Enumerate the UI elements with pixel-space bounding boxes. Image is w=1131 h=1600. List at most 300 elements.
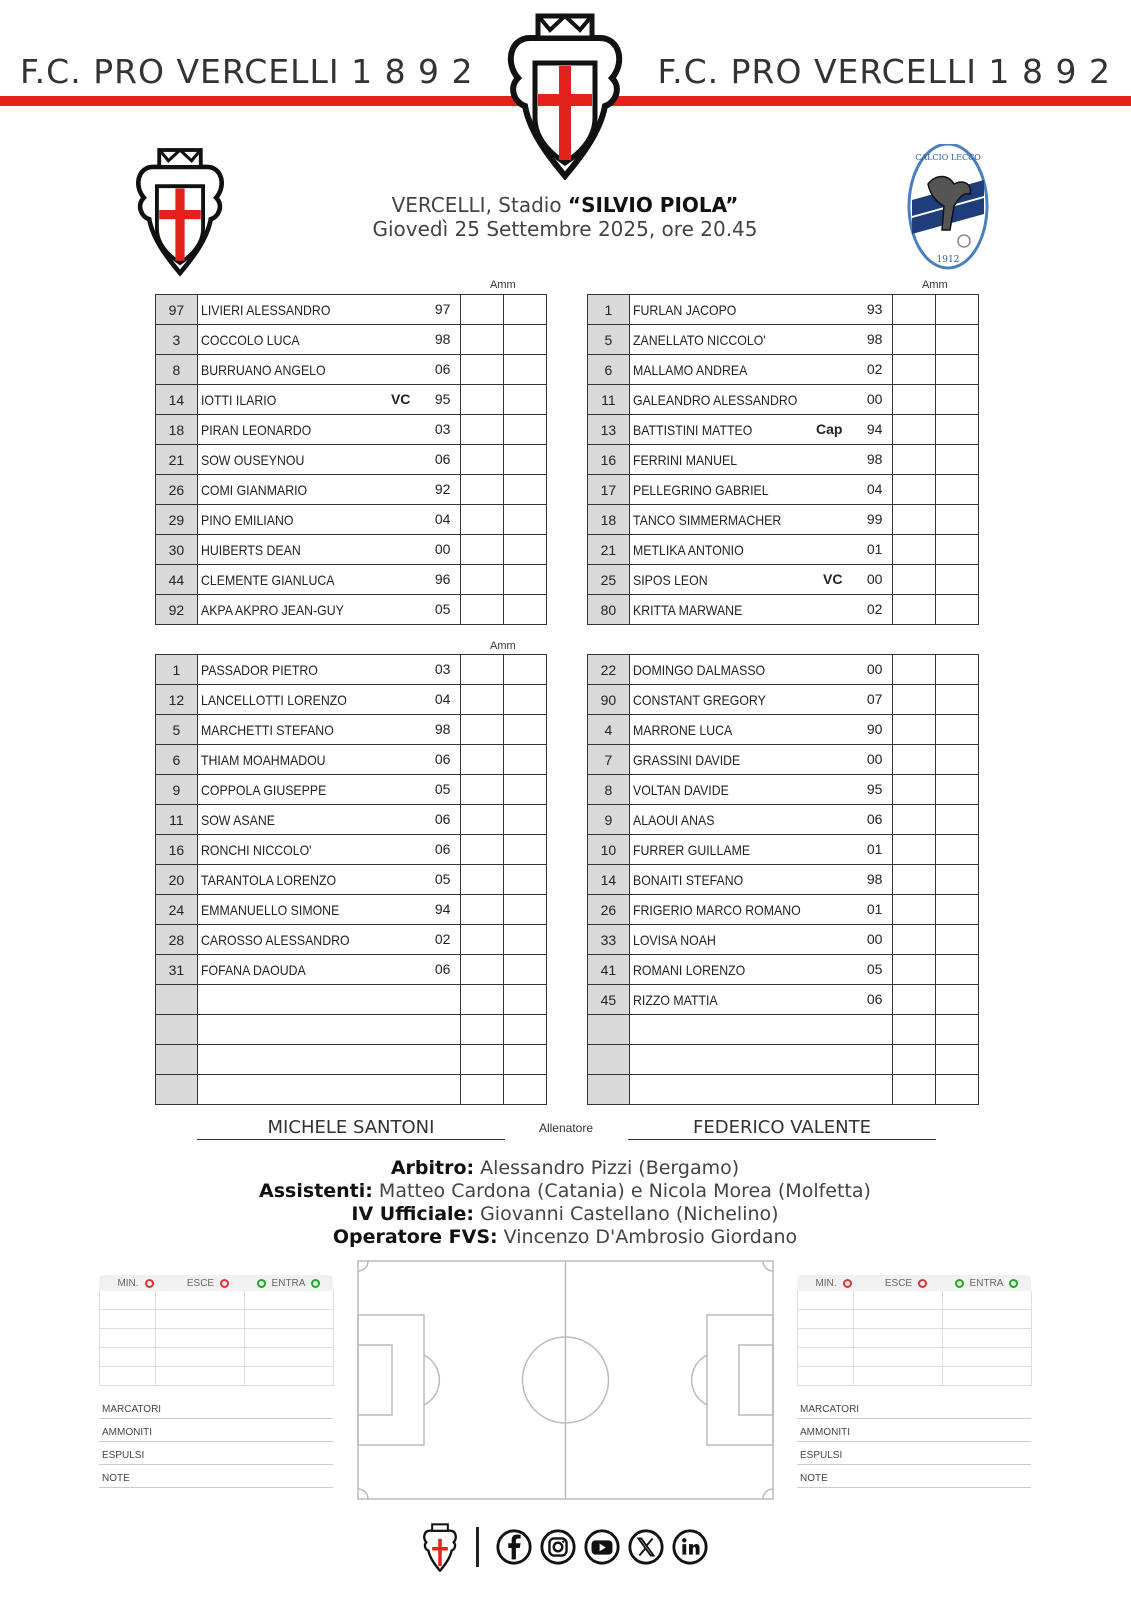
player-name-cell — [629, 865, 893, 895]
player-name-cell — [197, 805, 461, 835]
table-row — [588, 415, 979, 445]
amm-cell — [936, 985, 979, 1015]
player-name: FOFANA DAOUDA — [200, 961, 306, 978]
player-name-cell — [629, 505, 893, 535]
table-row — [156, 715, 547, 745]
amm-cell — [936, 475, 979, 505]
player-name-cell — [629, 295, 893, 325]
venue-datetime: Giovedì 25 Settembre 2025, ore 20.45 — [372, 217, 758, 241]
player-name: MARCHETTI STEFANO — [200, 721, 334, 738]
player-year: 00 — [866, 391, 883, 407]
table-row — [156, 565, 547, 595]
player-name-cell — [197, 745, 461, 775]
red-circle-icon — [843, 1279, 852, 1288]
table-row — [156, 985, 547, 1015]
player-number: 10 — [588, 835, 630, 865]
player-name-cell — [197, 565, 461, 595]
player-name-cell — [197, 1015, 461, 1045]
player-number: 21 — [156, 445, 198, 475]
player-year: 05 — [434, 871, 451, 887]
table-row — [588, 775, 979, 805]
player-number: 14 — [588, 865, 630, 895]
table-row — [156, 535, 547, 565]
amm-cell — [461, 535, 504, 565]
amm-cell — [936, 535, 979, 565]
table-row — [588, 595, 979, 625]
player-year: 00 — [866, 751, 883, 767]
lecco-logo-text: CALCIO LECCO — [915, 153, 981, 162]
player-year: 92 — [434, 481, 451, 497]
player-name-cell — [197, 415, 461, 445]
amm-cell — [893, 355, 936, 385]
player-number: 9 — [156, 775, 198, 805]
player-name: GALEANDRO ALESSANDRO — [632, 391, 798, 408]
subs-grid — [797, 1291, 1031, 1386]
amm-cell — [461, 295, 504, 325]
green-circle-icon — [311, 1279, 320, 1288]
table-row — [156, 595, 547, 625]
table-row — [156, 655, 547, 685]
player-name-cell — [197, 985, 461, 1015]
red-circle-icon — [918, 1279, 927, 1288]
amm-cell — [461, 445, 504, 475]
table-row — [156, 955, 547, 985]
player-year: 98 — [434, 331, 451, 347]
pro-vercelli-crest-icon — [500, 8, 630, 180]
player-name-cell — [197, 865, 461, 895]
player-year: 02 — [866, 601, 883, 617]
table-row — [588, 565, 979, 595]
player-year: 05 — [434, 601, 451, 617]
player-year: 04 — [434, 691, 451, 707]
x-twitter-icon[interactable] — [627, 1528, 665, 1566]
player-number: 25 — [588, 565, 630, 595]
calcio-lecco-logo-icon — [906, 144, 990, 278]
player-year: 01 — [866, 901, 883, 917]
player-name-cell — [197, 1045, 461, 1075]
amm-cell — [461, 325, 504, 355]
player-name: FURRER GUILLAME — [632, 841, 750, 858]
player-number: 92 — [156, 595, 198, 625]
player-number: 28 — [156, 925, 198, 955]
player-number: 31 — [156, 955, 198, 985]
amm-cell — [893, 925, 936, 955]
player-year: 96 — [434, 571, 451, 587]
amm-cell — [936, 565, 979, 595]
player-name: EMMANUELLO SIMONE — [200, 901, 340, 918]
player-name: SIPOS LEON — [632, 571, 708, 588]
player-name: DOMINGO DALMASSO — [632, 661, 765, 678]
player-name: ALAOUI ANAS — [632, 811, 715, 828]
player-number: 8 — [156, 355, 198, 385]
player-year: 95 — [434, 391, 451, 407]
player-number: 41 — [588, 955, 630, 985]
amm-cell — [893, 865, 936, 895]
green-circle-icon — [257, 1279, 266, 1288]
player-number: 24 — [156, 895, 198, 925]
player-name: CLEMENTE GIANLUCA — [200, 571, 335, 588]
amm-cell — [893, 535, 936, 565]
coach-label: Allenatore — [538, 1121, 594, 1135]
player-role: VC — [823, 571, 843, 587]
player-name-cell — [629, 805, 893, 835]
amm-cell — [504, 655, 547, 685]
table-row — [156, 745, 547, 775]
player-name-cell — [629, 985, 893, 1015]
player-name-cell — [629, 745, 893, 775]
player-name: LOVISA NOAH — [632, 931, 716, 948]
player-name: BATTISTINI MATTEO — [632, 421, 753, 438]
table-row — [588, 925, 979, 955]
amm-cell — [461, 685, 504, 715]
player-name: COCCOLO LUCA — [200, 331, 300, 348]
table-row — [588, 655, 979, 685]
player-name: ZANELLATO NICCOLO' — [632, 331, 766, 348]
amm-cell — [504, 535, 547, 565]
amm-cell — [504, 445, 547, 475]
venue-info — [300, 193, 830, 241]
player-name-cell — [197, 955, 461, 985]
player-number: 13 — [588, 415, 630, 445]
amm-label: Amm — [922, 279, 948, 291]
player-name-cell — [197, 505, 461, 535]
amm-cell — [936, 445, 979, 475]
lecco-logo-year: 1912 — [936, 255, 960, 265]
player-name-cell — [197, 535, 461, 565]
footer-separator — [476, 1527, 479, 1567]
player-number — [588, 1075, 630, 1105]
player-number: 7 — [588, 745, 630, 775]
amm-cell — [504, 715, 547, 745]
player-name-cell — [197, 325, 461, 355]
instagram-icon[interactable] — [539, 1528, 577, 1566]
amm-cell — [893, 325, 936, 355]
amm-cell — [461, 1075, 504, 1105]
amm-cell — [504, 295, 547, 325]
amm-cell — [461, 715, 504, 745]
amm-cell — [461, 355, 504, 385]
linkedin-icon[interactable] — [671, 1528, 709, 1566]
player-name-cell — [197, 445, 461, 475]
player-number: 22 — [588, 655, 630, 685]
pro-vercelli-small-crest-icon — [420, 1522, 460, 1572]
subs-entra-label: ENTRA — [969, 1277, 1004, 1289]
subs-entra-label: ENTRA — [271, 1277, 306, 1289]
player-year: 02 — [434, 931, 451, 947]
player-number: 29 — [156, 505, 198, 535]
fourth-official: Giovanni Castellano (Nichelino) — [474, 1203, 779, 1225]
amm-cell — [461, 565, 504, 595]
amm-cell — [893, 685, 936, 715]
player-year: 00 — [866, 571, 883, 587]
player-year: 04 — [866, 481, 883, 497]
amm-cell — [893, 745, 936, 775]
player-year: 06 — [434, 811, 451, 827]
amm-cell — [936, 805, 979, 835]
venue-city: VERCELLI, Stadio — [391, 193, 568, 217]
subs-esce-label: ESCE — [884, 1277, 913, 1289]
player-number: 90 — [588, 685, 630, 715]
player-name-cell — [629, 325, 893, 355]
player-name: LANCELLOTTI LORENZO — [200, 691, 347, 708]
player-year: 03 — [434, 661, 451, 677]
home-crest-icon — [130, 142, 230, 278]
amm-label: Amm — [490, 640, 516, 652]
amm-cell — [936, 685, 979, 715]
subs-esce-label: ESCE — [186, 1277, 215, 1289]
table-row — [588, 1015, 979, 1045]
player-year: 06 — [434, 361, 451, 377]
amm-cell — [461, 745, 504, 775]
amm-cell — [893, 505, 936, 535]
player-name-cell — [629, 535, 893, 565]
assistants-label: Assistenti: — [259, 1180, 373, 1202]
amm-cell — [504, 685, 547, 715]
amm-cell — [504, 385, 547, 415]
amm-cell — [936, 775, 979, 805]
home-subs-box — [99, 1275, 333, 1488]
player-year: 01 — [866, 841, 883, 857]
amm-cell — [893, 415, 936, 445]
amm-cell — [504, 805, 547, 835]
player-number: 4 — [588, 715, 630, 745]
amm-cell — [504, 955, 547, 985]
player-year: 99 — [866, 511, 883, 527]
table-row — [588, 865, 979, 895]
player-name: COMI GIANMARIO — [200, 481, 307, 498]
player-name-cell — [629, 715, 893, 745]
amm-cell — [504, 1075, 547, 1105]
player-year: 04 — [434, 511, 451, 527]
amm-cell — [461, 505, 504, 535]
espulsi-line: ESPULSI — [797, 1442, 1031, 1465]
table-row — [588, 1045, 979, 1075]
player-name-cell — [629, 445, 893, 475]
footer-social — [420, 1520, 709, 1574]
table-row — [156, 1075, 547, 1105]
red-circle-icon — [220, 1279, 229, 1288]
player-name: PASSADOR PIETRO — [200, 661, 318, 678]
amm-cell — [461, 475, 504, 505]
player-name: THIAM MOAHMADOU — [200, 751, 326, 768]
amm-cell — [893, 475, 936, 505]
player-year: 05 — [866, 961, 883, 977]
player-year: 06 — [866, 811, 883, 827]
player-name: PELLEGRINO GABRIEL — [632, 481, 769, 498]
player-name: TANCO SIMMERMACHER — [632, 511, 782, 528]
red-circle-icon — [145, 1279, 154, 1288]
table-row — [156, 385, 547, 415]
green-circle-icon — [955, 1279, 964, 1288]
player-name-cell — [629, 1075, 893, 1105]
amm-cell — [936, 1075, 979, 1105]
table-row — [588, 385, 979, 415]
amm-cell — [504, 415, 547, 445]
table-row — [588, 355, 979, 385]
player-name-cell — [629, 655, 893, 685]
amm-cell — [936, 895, 979, 925]
player-name: RONCHI NICCOLO' — [200, 841, 312, 858]
amm-cell — [893, 1015, 936, 1045]
player-name: IOTTI ILARIO — [200, 391, 277, 408]
player-name-cell — [629, 355, 893, 385]
player-name: MARRONE LUCA — [632, 721, 733, 738]
player-number: 20 — [156, 865, 198, 895]
away-starters-table — [587, 294, 979, 625]
player-name-cell — [197, 655, 461, 685]
table-row — [588, 325, 979, 355]
table-row — [156, 295, 547, 325]
player-name-cell — [197, 385, 461, 415]
table-row — [156, 475, 547, 505]
table-row — [588, 1075, 979, 1105]
player-name-cell — [197, 355, 461, 385]
amm-cell — [504, 325, 547, 355]
player-year: 06 — [434, 961, 451, 977]
player-number: 11 — [588, 385, 630, 415]
table-row — [156, 1015, 547, 1045]
player-number — [588, 1015, 630, 1045]
table-row — [588, 535, 979, 565]
player-number: 16 — [156, 835, 198, 865]
player-year: 06 — [434, 841, 451, 857]
subs-grid — [99, 1291, 333, 1386]
facebook-icon[interactable] — [495, 1528, 533, 1566]
amm-cell — [936, 1015, 979, 1045]
home-coach: MICHELE SANTONI — [197, 1117, 505, 1140]
player-name-cell — [197, 1075, 461, 1105]
subs-min-label: MIN. — [815, 1277, 837, 1289]
player-name-cell — [629, 895, 893, 925]
player-number: 5 — [156, 715, 198, 745]
youtube-icon[interactable] — [583, 1528, 621, 1566]
player-role: VC — [390, 391, 411, 407]
player-year: 98 — [866, 331, 883, 347]
amm-cell — [504, 985, 547, 1015]
player-number — [156, 1045, 198, 1075]
amm-cell — [893, 715, 936, 745]
table-row — [588, 295, 979, 325]
marcatori-line: MARCATORI — [99, 1396, 333, 1419]
player-number: 33 — [588, 925, 630, 955]
player-year: 98 — [434, 721, 451, 737]
player-name-cell — [629, 685, 893, 715]
player-year: 03 — [434, 421, 451, 437]
table-row — [156, 685, 547, 715]
player-name-cell — [629, 1015, 893, 1045]
player-year: 93 — [866, 301, 883, 317]
note-line: NOTE — [797, 1465, 1031, 1488]
table-row — [156, 325, 547, 355]
amm-cell — [936, 745, 979, 775]
amm-cell — [461, 955, 504, 985]
amm-cell — [893, 955, 936, 985]
away-bench-table — [587, 654, 979, 1105]
amm-cell — [936, 715, 979, 745]
table-row — [156, 505, 547, 535]
referee-label: Arbitro: — [390, 1157, 475, 1179]
player-name-cell — [197, 685, 461, 715]
amm-cell — [504, 595, 547, 625]
table-row — [156, 805, 547, 835]
marcatori-line: MARCATORI — [797, 1396, 1031, 1419]
player-year: 01 — [866, 541, 883, 557]
football-pitch-diagram — [357, 1260, 774, 1500]
home-bench-table — [155, 654, 547, 1105]
player-year: 95 — [866, 781, 883, 797]
player-name: FRIGERIO MARCO ROMANO — [632, 901, 801, 918]
amm-cell — [936, 955, 979, 985]
green-circle-icon — [1009, 1279, 1018, 1288]
player-name-cell — [629, 955, 893, 985]
player-name: KRITTA MARWANE — [632, 601, 743, 618]
amm-cell — [461, 775, 504, 805]
player-year: 00 — [434, 541, 451, 557]
player-name: RIZZO MATTIA — [632, 991, 718, 1008]
player-name-cell — [629, 565, 893, 595]
player-name: VOLTAN DAVIDE — [632, 781, 729, 798]
amm-cell — [504, 775, 547, 805]
table-row — [588, 715, 979, 745]
player-number: 26 — [588, 895, 630, 925]
venue-stadium: “SILVIO PIOLA” — [567, 193, 739, 217]
amm-cell — [893, 835, 936, 865]
player-name: PINO EMILIANO — [200, 511, 294, 528]
player-role: Cap — [816, 421, 843, 437]
player-name: FERRINI MANUEL — [632, 451, 737, 468]
player-name-cell — [197, 475, 461, 505]
player-year: 98 — [866, 871, 883, 887]
amm-cell — [461, 1045, 504, 1075]
player-name: SOW ASANE — [200, 811, 275, 828]
amm-cell — [504, 1015, 547, 1045]
table-row — [588, 475, 979, 505]
amm-cell — [936, 505, 979, 535]
player-year: 98 — [866, 451, 883, 467]
amm-cell — [893, 445, 936, 475]
officials — [140, 1157, 990, 1249]
amm-cell — [893, 595, 936, 625]
table-row — [588, 805, 979, 835]
amm-cell — [504, 895, 547, 925]
fvs-operator-label: Operatore FVS: — [332, 1226, 498, 1248]
player-name: MALLAMO ANDREA — [632, 361, 748, 378]
player-name: TARANTOLA LORENZO — [200, 871, 336, 888]
table-row — [156, 925, 547, 955]
table-row — [156, 355, 547, 385]
amm-cell — [504, 925, 547, 955]
amm-cell — [893, 895, 936, 925]
player-number: 18 — [588, 505, 630, 535]
player-year: 02 — [866, 361, 883, 377]
player-number: 1 — [156, 655, 198, 685]
player-name: METLIKA ANTONIO — [632, 541, 744, 558]
amm-cell — [504, 745, 547, 775]
amm-cell — [936, 925, 979, 955]
player-number: 6 — [588, 355, 630, 385]
amm-cell — [936, 385, 979, 415]
amm-cell — [936, 865, 979, 895]
player-name-cell — [197, 595, 461, 625]
player-number: 16 — [588, 445, 630, 475]
amm-label: Amm — [490, 279, 516, 291]
amm-cell — [504, 565, 547, 595]
player-year: 00 — [866, 931, 883, 947]
player-name-cell — [629, 1045, 893, 1075]
amm-cell — [936, 325, 979, 355]
player-year: 06 — [866, 991, 883, 1007]
espulsi-line: ESPULSI — [99, 1442, 333, 1465]
